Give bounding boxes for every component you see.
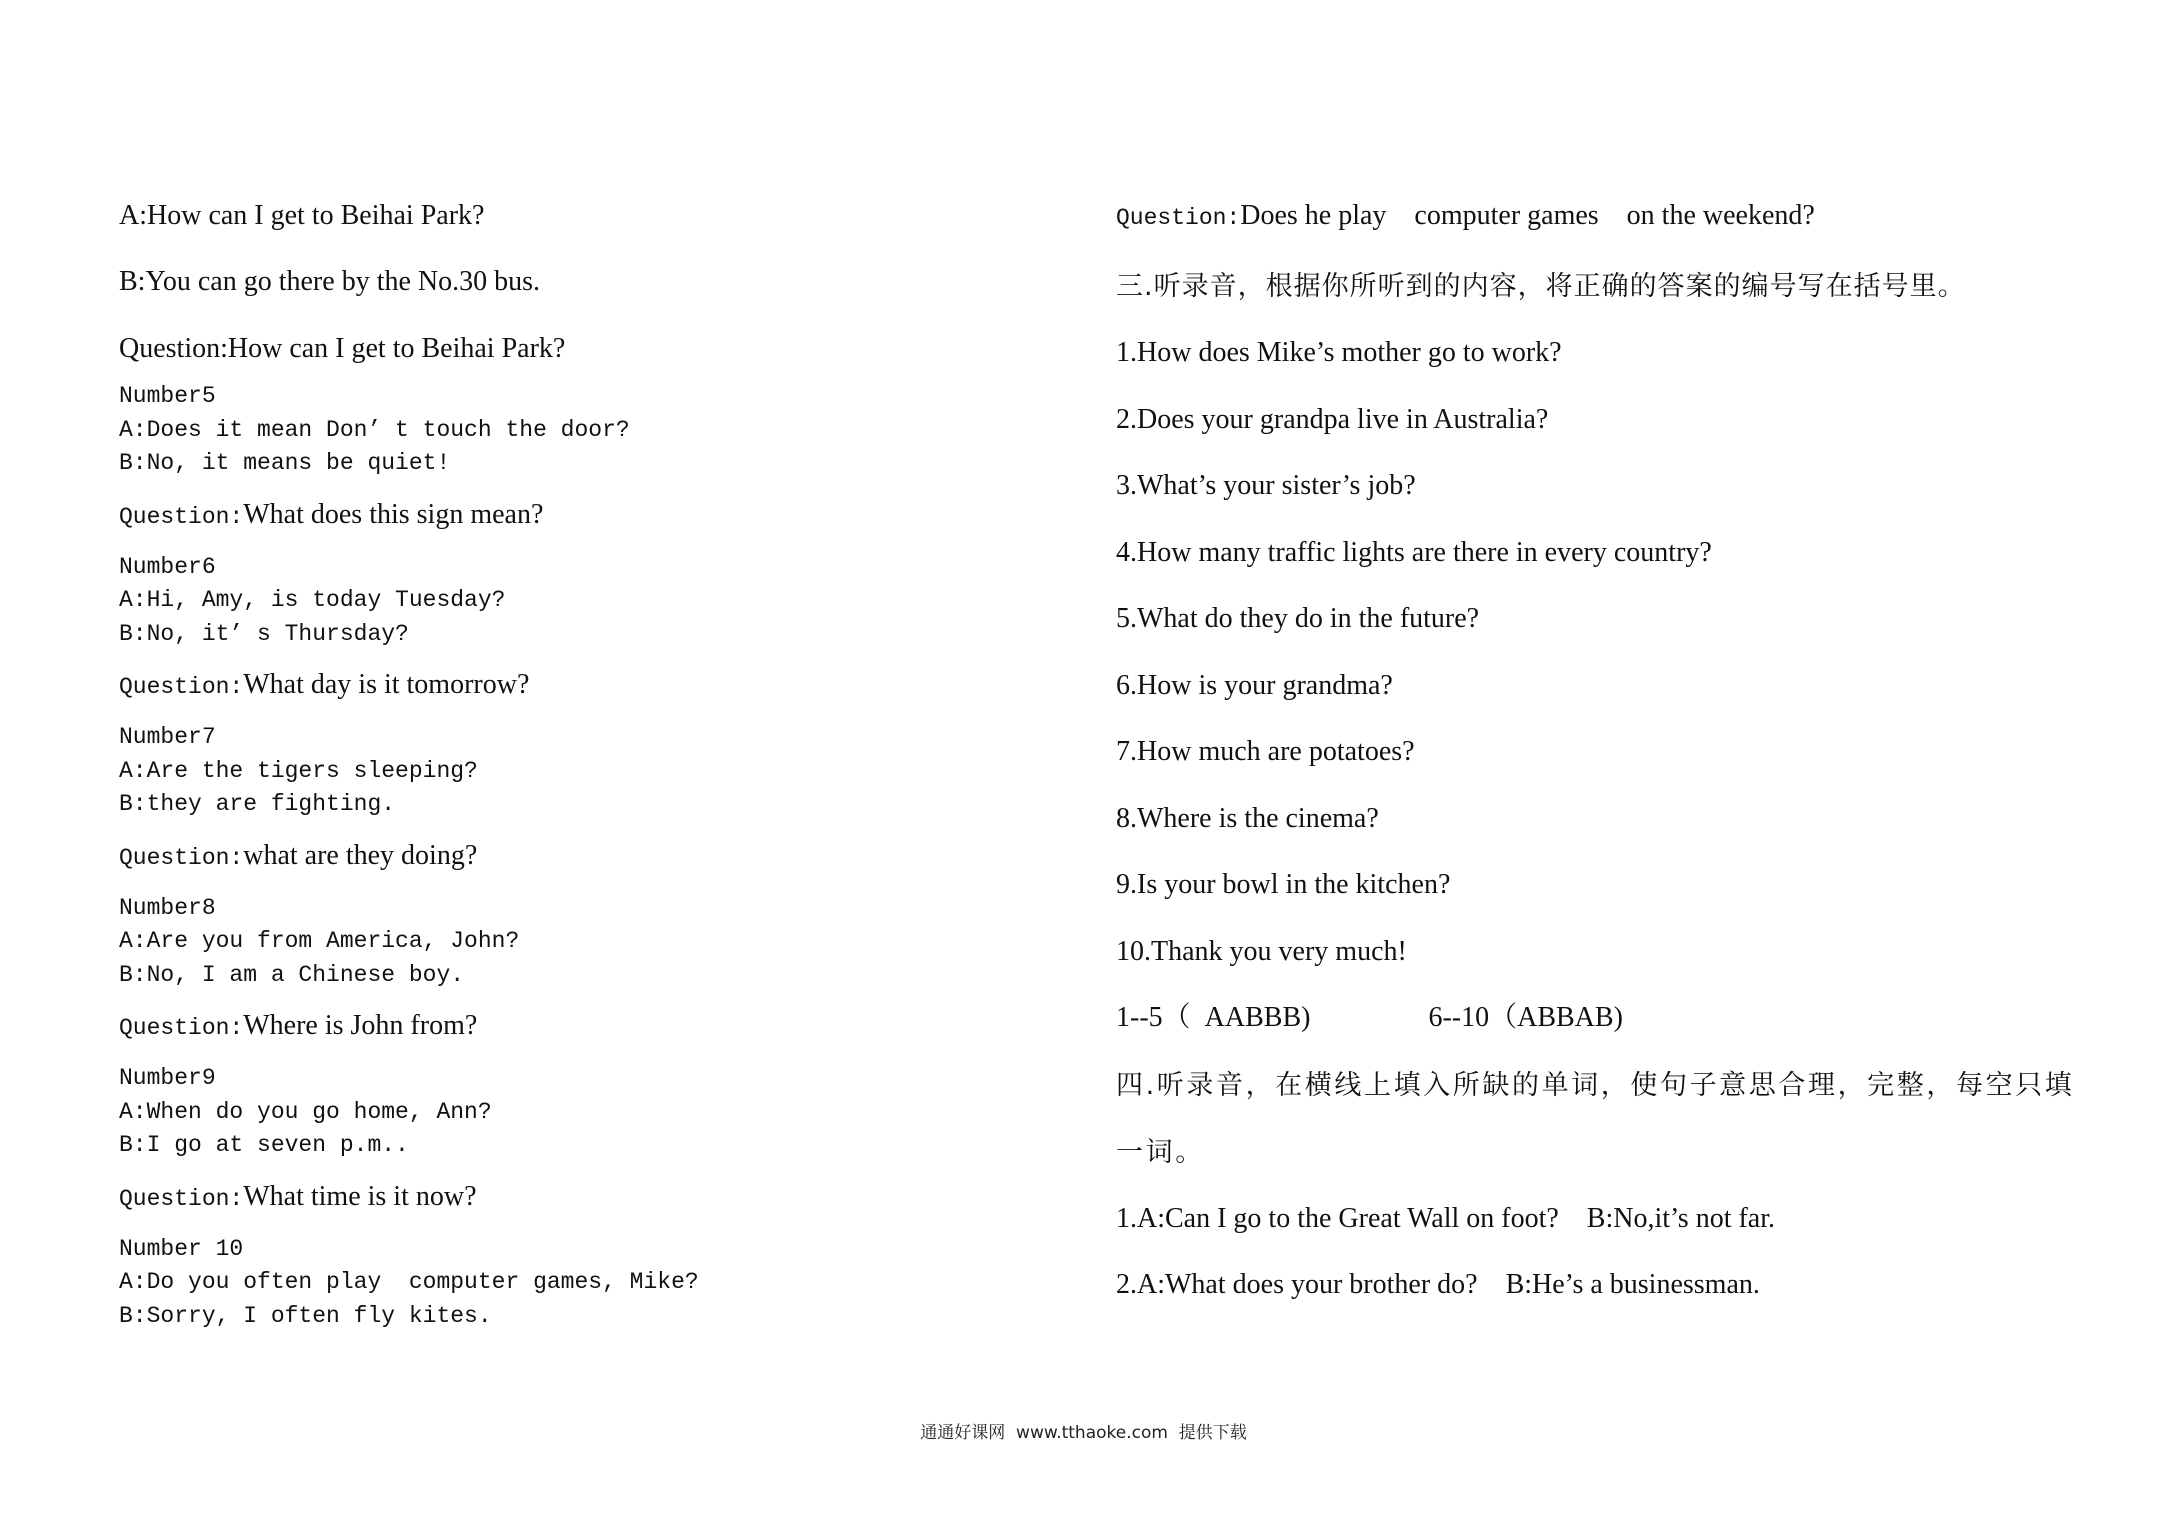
dialogue-b: B:No, it’ s Thursday? (119, 620, 409, 647)
dialogue-a: A:Do you often play computer games, Mike? (119, 1269, 699, 1295)
dialogue-a: A:Hi, Amy, is today Tuesday? (119, 587, 506, 613)
number-label: Number7 (119, 724, 216, 750)
section4-heading: 四.听录音，在横线上填入所缺的单词，使句子意思合理，完整，每空只填一词。 (1116, 1069, 2075, 1168)
dialogue-a: A:When do you go home, Ann? (119, 1098, 492, 1125)
question-prefix: Question: (119, 503, 244, 530)
number-label: Number9 (119, 1065, 216, 1091)
list-item: 7.How much are potatoes? (1116, 736, 1415, 767)
answer-key (1116, 998, 2096, 1038)
dialogue-b: B:No, it means be quiet! (119, 450, 451, 476)
dialogue-line: A:How can I get to Beihai Park? (119, 200, 485, 231)
dialogue-b: B:I go at seven p.m.. (119, 1132, 409, 1158)
number-block (119, 721, 1019, 822)
dialogue-a: A:Are the tigers sleeping? (119, 757, 478, 784)
question-text: Does he play computer games on the weekend? (1240, 200, 1815, 231)
question-text: What time is it now? (243, 1180, 477, 1212)
question-prefix: Question: (1116, 205, 1241, 231)
right-column (1116, 196, 2096, 1332)
list-item: 2.Does your grandpa live in Australia? (1116, 403, 1549, 435)
number-block (119, 1233, 1019, 1334)
question-line (119, 665, 1019, 709)
number-block (119, 380, 1019, 481)
question-line (119, 495, 1019, 539)
list-item: 1.A:Can I go to the Great Wall on foot? B:No,it’s not far. (1116, 1202, 1776, 1234)
dialogue-line: B:You can go there by the No.30 bus. (119, 266, 541, 297)
number-label: Number5 (119, 383, 216, 409)
number-label: Number8 (119, 894, 216, 921)
answers-1-5: 1--5（ AABBB) (1116, 1002, 1311, 1033)
list-item: 5.What do they do in the future? (1116, 603, 1480, 634)
number-block (119, 892, 1019, 993)
number-block (119, 1062, 1019, 1163)
question-line: Question:How can I get to Beihai Park? (119, 333, 566, 364)
number-label: Number 10 (119, 1235, 244, 1262)
left-column (119, 196, 1019, 1347)
dialogue-a: A:Does it mean Don’ t touch the door? (119, 416, 630, 443)
dialogue-b: B:Sorry, I often fly kites. (119, 1302, 492, 1329)
number-label: Number6 (119, 553, 216, 580)
question-line (119, 836, 1019, 880)
list-item: 10.Thank you very much! (1116, 935, 1407, 967)
question-text: Where is John from? (243, 1010, 478, 1041)
list-item: 1.How does Mike’s mother go to work? (1116, 337, 1562, 368)
question-prefix: Question: (119, 674, 244, 700)
list-item: 3.What’s your sister’s job? (1116, 470, 1416, 501)
question-line (119, 1177, 1019, 1221)
question-line (119, 1006, 1019, 1050)
section3-heading: 三.听录音，根据你所听到的内容，将正确的答案的编号写在括号里。 (1116, 270, 1966, 302)
list-item: 8.Where is the cinema? (1116, 802, 1379, 834)
dialogue-b: B:they are fighting. (119, 791, 396, 817)
dialogue-b: B:No, I am a Chinese boy. (119, 961, 465, 988)
question-prefix: Question: (119, 1185, 244, 1212)
list-item: 6.How is your grandma? (1116, 669, 1393, 701)
page-footer: 通通好课网 www.tthaoke.com 提供下载 (920, 1423, 1247, 1443)
number-block (119, 551, 1019, 652)
list-item: 2.A:What does your brother do? B:He’s a businessman. (1116, 1269, 1760, 1300)
question-prefix: Question: (119, 1015, 244, 1041)
question-text: What day is it tomorrow? (243, 669, 530, 700)
question-text: what are they doing? (243, 839, 478, 871)
list-item: 9.Is your bowl in the kitchen? (1116, 869, 1451, 900)
question-prefix: Question: (119, 844, 244, 871)
dialogue-a: A:Are you from America, John? (119, 928, 520, 954)
list-item: 4.How many traffic lights are there in every country? (1116, 536, 1712, 568)
question-line (1116, 196, 2096, 240)
answers-6-10: 6--10（ABBAB) (1428, 1002, 1623, 1033)
question-text: What does this sign mean? (243, 498, 544, 530)
